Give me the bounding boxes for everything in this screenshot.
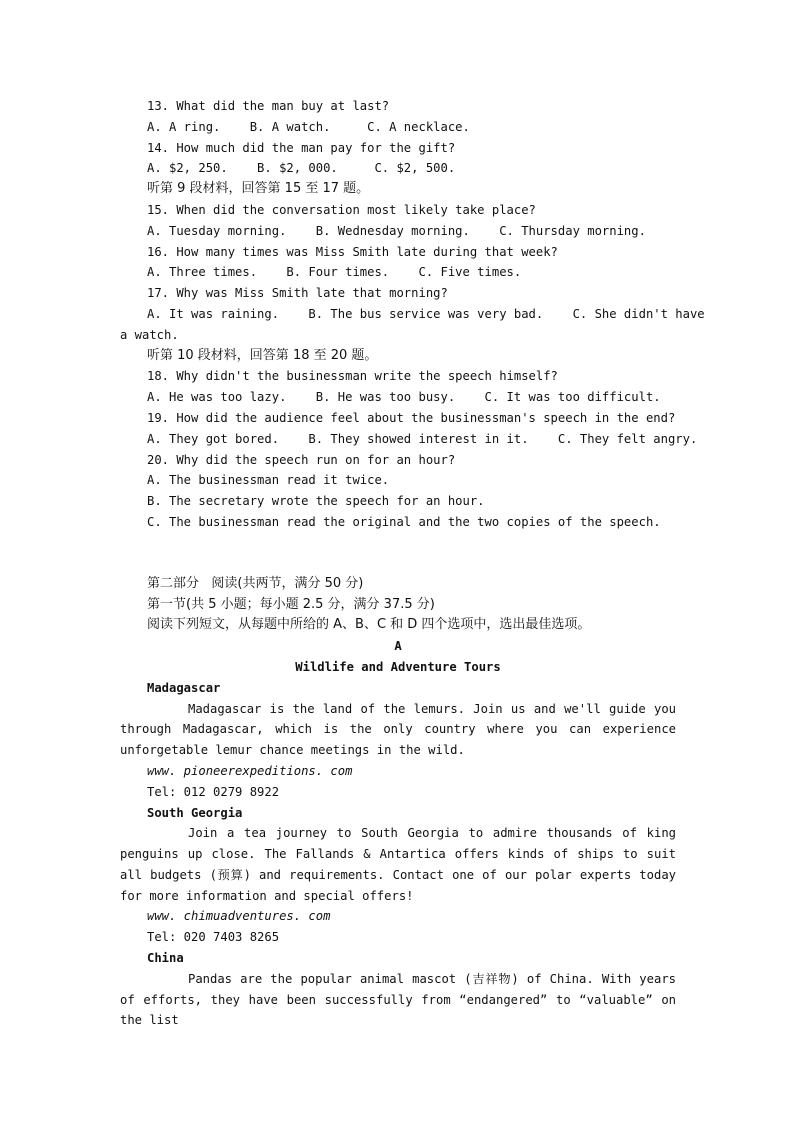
question-13: 13. What did the man buy at last? xyxy=(147,99,390,113)
question-20-option-c: C. The businessman read the original and the two copies of the speech. xyxy=(147,514,661,529)
question-19-options: A. They got bored. B. They showed interest in it. C. They felt angry. xyxy=(147,431,698,446)
passage-letter: A xyxy=(394,639,402,654)
china-body-text: Pandas are the popular animal mascot (吉祥物) of China. With years of efforts, they have been successfully from “endangered” to “valuable” on the list xyxy=(120,971,676,1028)
question-15: 15. When did the conversation most likely take place? xyxy=(147,202,536,217)
document-page xyxy=(120,96,705,1031)
question-14: 14. How much did the man pay for the gift? xyxy=(147,140,456,155)
section-one-title: 第一节(共 5 小题；每小题 2.5 分，满分 37.5 分) xyxy=(147,596,435,612)
question-17-options-continued: a watch. xyxy=(120,327,179,342)
south-georgia-heading: South Georgia xyxy=(147,805,243,820)
question-18: 18. Why didn't the businessman write the speech himself? xyxy=(147,369,558,384)
section-9-heading: 听第 9 段材料，回答第 15 至 17 题。 xyxy=(147,181,370,197)
question-18-options: A. He was too lazy. B. He was too busy. C. It was too difficult. xyxy=(147,390,661,405)
reading-instructions: 阅读下列短文，从每题中所给的 A、B、C 和 D 四个选项中，选出最佳选项。 xyxy=(147,617,591,633)
madagascar-website: www. pioneerexpeditions. com xyxy=(147,763,353,778)
question-14-options: A. $2, 250. B. $2, 000. C. $2, 500. xyxy=(147,161,456,176)
south-georgia-tel: Tel: 020 7403 8265 xyxy=(147,930,280,945)
question-20-option-a: A. The businessman read it twice. xyxy=(147,473,390,488)
madagascar-body xyxy=(120,699,676,761)
question-19: 19. How did the audience feel about the businessman's speech in the end? xyxy=(147,410,676,425)
south-georgia-body-text: Join a tea journey to South Georgia to admire thousands of king penguins up close. The Fallands & Antartica offers kinds of ships to suit all budgets (预算) and requirements. Contact one of our polar experts today for more information and special offers! xyxy=(120,826,676,903)
question-20-option-b: B. The secretary wrote the speech for an hour. xyxy=(147,494,485,509)
question-17-options: A. It was raining. B. The bus service was very bad. C. She didn't have xyxy=(147,306,705,321)
madagascar-tel: Tel: 012 0279 8922 xyxy=(147,784,280,799)
question-16-options: A. Three times. B. Four times. C. Five times. xyxy=(147,265,522,280)
part-two-title: 第二部分 阅读(共两节，满分 50 分) xyxy=(147,575,364,591)
question-15-options: A. Tuesday morning. B. Wednesday morning. C. Thursday morning. xyxy=(147,223,646,238)
question-13-options: A. A ring. B. A watch. C. A necklace. xyxy=(147,119,470,134)
section-10-heading: 听第 10 段材料，回答第 18 至 20 题。 xyxy=(147,347,378,363)
south-georgia-website: www. chimuadventures. com xyxy=(147,909,331,924)
madagascar-heading: Madagascar xyxy=(147,680,221,695)
china-body xyxy=(120,969,676,1031)
question-20: 20. Why did the speech run on for an hour? xyxy=(147,452,456,467)
question-17: 17. Why was Miss Smith late that morning? xyxy=(147,286,448,301)
madagascar-body-text: Madagascar is the land of the lemurs. Join us and we'll guide you through Madagascar, which is the only country where you can experience unforgetable lemur chance meetings in the wild. xyxy=(120,701,676,758)
passage-title: Wildlife and Adventure Tours xyxy=(295,659,501,674)
section-spacer xyxy=(120,533,676,574)
south-georgia-body xyxy=(120,823,676,906)
china-heading: China xyxy=(147,951,184,966)
question-16: 16. How many times was Miss Smith late during that week? xyxy=(147,244,558,259)
